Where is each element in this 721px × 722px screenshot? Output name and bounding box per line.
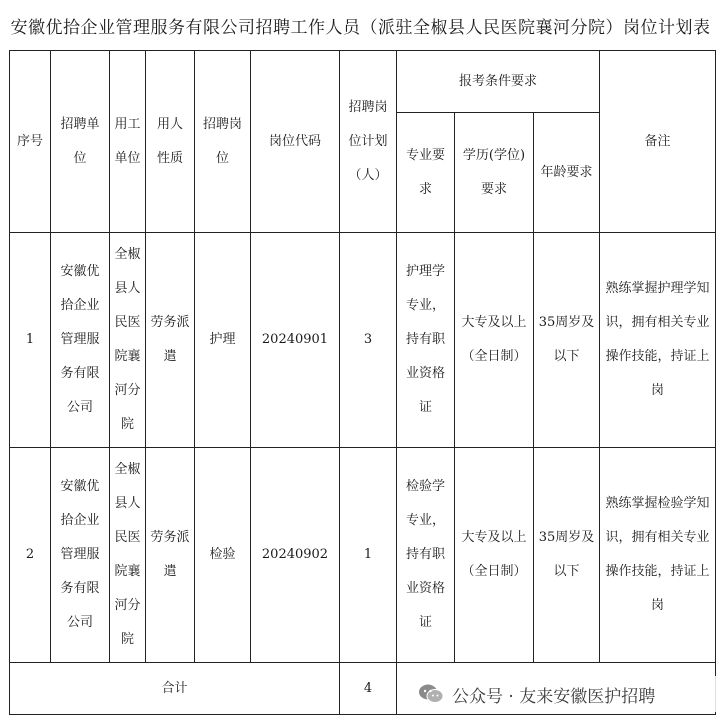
row-plan: 1 [340, 448, 397, 663]
row-major: 护理学专业，持有职业资格证 [397, 233, 455, 448]
table-row [10, 233, 716, 448]
header-code: 岗位代码 [251, 51, 340, 233]
row-education: 大专及以上（全日制） [455, 233, 534, 448]
header-age: 年龄要求 [534, 113, 600, 233]
row-age: 35周岁及以下 [534, 448, 600, 663]
page-title: 安徽优拾企业管理服务有限公司招聘工作人员（派驻全椒县人民医院襄河分院）岗位计划表 [10, 17, 711, 38]
table-row [10, 448, 716, 663]
row-education: 大专及以上（全日制） [455, 448, 534, 663]
row-code: 20240902 [251, 448, 340, 663]
row-employer: 全椒县人民医院襄河分院 [110, 233, 146, 448]
header-employer: 用工单位 [110, 51, 146, 233]
row-unit: 安徽优拾企业管理服务有限公司 [51, 448, 110, 663]
table-header-row [10, 51, 716, 113]
row-position: 检验 [195, 448, 251, 663]
row-nature: 劳务派遣 [146, 233, 195, 448]
header-remarks: 备注 [600, 51, 716, 233]
header-education: 学历(学位)要求 [455, 113, 534, 233]
row-code: 20240901 [251, 233, 340, 448]
row-remarks: 熟练掌握护理学知识，拥有相关专业操作技能，持证上岗 [600, 233, 716, 448]
header-plan: 招聘岗位计划（人） [340, 51, 397, 233]
row-nature: 劳务派遣 [146, 448, 195, 663]
total-label: 合计 [10, 663, 340, 715]
row-unit: 安徽优拾企业管理服务有限公司 [51, 233, 110, 448]
row-position: 护理 [195, 233, 251, 448]
row-major: 检验学专业，持有职业资格证 [397, 448, 455, 663]
wechat-icon [418, 683, 444, 705]
row-seq: 1 [10, 233, 51, 448]
header-major: 专业要求 [397, 113, 455, 233]
row-remarks: 熟练掌握检验学知识，拥有相关专业操作技能，持证上岗 [600, 448, 716, 663]
total-value: 4 [340, 663, 397, 715]
row-plan: 3 [340, 233, 397, 448]
header-position: 招聘岗位 [195, 51, 251, 233]
header-seq: 序号 [10, 51, 51, 233]
watermark [418, 676, 718, 712]
header-conditions: 报考条件要求 [397, 51, 600, 113]
header-nature: 用人性质 [146, 51, 195, 233]
recruitment-plan-table [9, 50, 716, 715]
row-age: 35周岁及以下 [534, 233, 600, 448]
row-seq: 2 [10, 448, 51, 663]
row-employer: 全椒县人民医院襄河分院 [110, 448, 146, 663]
header-unit: 招聘单位 [51, 51, 110, 233]
watermark-text: 公众号 · 友来安徽医护招聘 [452, 686, 656, 707]
